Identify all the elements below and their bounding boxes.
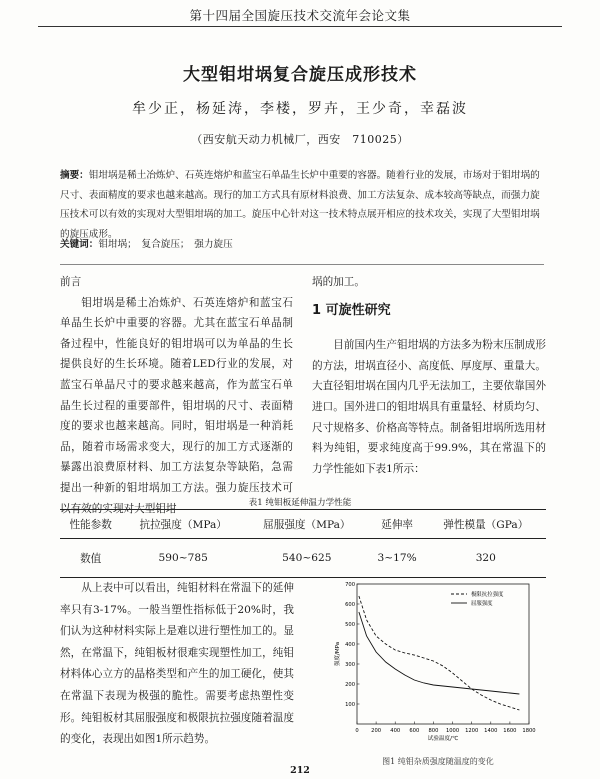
right-column	[312, 272, 546, 479]
y-tick-label: 300	[345, 662, 355, 668]
properties-table	[60, 509, 546, 578]
table-cell: 3~17%	[377, 552, 417, 564]
strength-temperature-chart	[333, 578, 543, 750]
x-tick-label: 1000	[445, 728, 460, 734]
y-tick-label: 200	[345, 682, 355, 688]
abstract-label: 摘要：	[60, 170, 89, 181]
x-tick-label: 200	[371, 728, 382, 734]
table-cell: 数值	[80, 552, 102, 565]
paper-authors: 牟少正，杨延涛，李楼，罗卉，王少奇，幸磊波	[132, 101, 468, 117]
paper-title: 大型钼坩埚复合旋压成形技术	[183, 65, 417, 85]
y-tick-label: 700	[345, 582, 355, 588]
section1-paragraph: 目前国内生产钼坩埚的方法多为粉末压制成形的方法，坩埚直径小、高度低、厚度厚、重量大。大直径钼坩埚在国内几乎无法加工，主要依靠国外进口。国外进口的钼坩埚具有重量轻、材质均匀、尺寸规格多、价格高等特点。制备钼坩埚所选用材料为纯钼，要求纯度高于99.9%，其在常温下的力学性能如下表1所示：	[312, 339, 546, 475]
foreword-continuation: 埚的加工。	[312, 276, 365, 288]
y-axis-label: 强度/MPa	[335, 641, 341, 667]
x-tick-label: 1400	[484, 728, 498, 734]
running-header: 第十四届全国旋压技术交流年会论文集	[189, 8, 411, 23]
table-header-cell: 性能参数	[69, 518, 112, 531]
x-tick-label: 600	[409, 728, 420, 734]
keywords-text: 钼坩埚； 复合旋压； 强力旋压	[98, 239, 233, 250]
legend-label: 极限抗拉强度	[471, 592, 504, 598]
plot-frame	[357, 584, 529, 724]
paper-affiliation: （西安航天动力机械厂，西安 710025）	[191, 133, 409, 146]
figure-caption: 图1 纯钼杂质强度随温度的变化	[382, 757, 494, 766]
header-rule	[38, 26, 562, 27]
table-cell: 540~625	[282, 552, 332, 564]
y-tick-label: 400	[345, 642, 355, 648]
left-column	[60, 272, 293, 519]
table-header-cell: 屈服强度（MPa）	[263, 518, 351, 531]
table-cell: 590~785	[158, 552, 208, 564]
x-tick-label: 400	[390, 728, 401, 734]
chart-layer	[333, 582, 536, 742]
y-tick-label: 600	[345, 602, 355, 608]
x-tick-label: 1800	[522, 728, 536, 734]
table-row	[60, 539, 546, 578]
section-heading: 1 可旋性研究	[312, 302, 391, 318]
section-divider	[60, 264, 544, 265]
y-tick-label: 500	[345, 622, 355, 628]
table-header-row	[60, 510, 546, 539]
foreword-heading: 前言	[60, 276, 82, 288]
table-header-cell: 抗拉强度（MPa）	[139, 518, 227, 531]
bottom-paragraph-text: 从上表中可以看出，纯钼材料在常温下的延伸率只有3-17%。一般当塑性指标低于20%时，我们认为这种材料实际上是难以进行塑性加工的。显然，在常温下，纯钼板材很难实现塑性加工，纯钼材料体心立方的晶格类型和产生的加工硬化，使其在常温下表现为极强的脆性。需要考虑热塑性变形。纯钼板材其屈服强度和极限抗拉强度随着温度的变化，表现出如图1所示趋势。	[60, 582, 294, 746]
table-header-cell: 延伸率	[381, 518, 414, 531]
x-tick-label: 1600	[503, 728, 517, 734]
y-tick-label: 100	[345, 702, 355, 708]
legend-label: 屈服强度	[471, 601, 493, 607]
x-axis-label: 试验温度/℃	[427, 736, 459, 742]
x-tick-label: 800	[428, 728, 439, 734]
keywords	[60, 236, 544, 250]
abstract	[60, 166, 544, 244]
series-line-1	[359, 596, 520, 710]
table-caption: 表1 纯钼板延伸温力学性能	[248, 498, 352, 508]
x-tick-label: 0	[355, 728, 359, 734]
table-header-cell: 弹性模量（GPa）	[443, 518, 529, 531]
bottom-paragraph	[60, 578, 294, 751]
series-line-2	[359, 612, 520, 694]
x-tick-label: 1200	[465, 728, 479, 734]
keywords-label: 关键词：	[60, 239, 99, 250]
table-cell: 320	[475, 552, 496, 564]
foreword-paragraph: 钼坩埚是稀土冶炼炉、石英连熔炉和蓝宝石单晶生长炉中重要的容器。尤其在蓝宝石单晶制备过程中，性能良好的钼坩埚可以为单晶的生长提供良好的生长环境。随着LED行业的发展，对蓝宝石单晶尺寸的要求越来越高，作为蓝宝石单晶生长过程的重要部件，钼坩埚的尺寸、表面精度的要求也越来越高。同时，钼坩埚是一种消耗品，随着市场需求变大，现行的加工方式逐渐的暴露出浪费原材料、加工方法复杂等缺陷，急需提出一种新的钼坩埚加工方法。强力旋压技术可以有效的实现对大型钼坩	[60, 296, 293, 515]
abstract-text: 钼坩埚是稀土冶炼炉、石英连熔炉和蓝宝石单晶生长炉中重要的容器。随着行业的发展，市场对于钼坩埚的尺寸、表面精度的要求也越来越高。现行的加工方式具有原材料浪费、加工方法复杂、成本较高等缺点，而强力旋压技术可以有效的实现对大型钼坩埚的加工。旋压中心针对这一技术特点展开相应的技术攻关，实现了大型钼坩埚的旋压成形。	[60, 170, 540, 240]
page-number: 212	[290, 765, 310, 776]
